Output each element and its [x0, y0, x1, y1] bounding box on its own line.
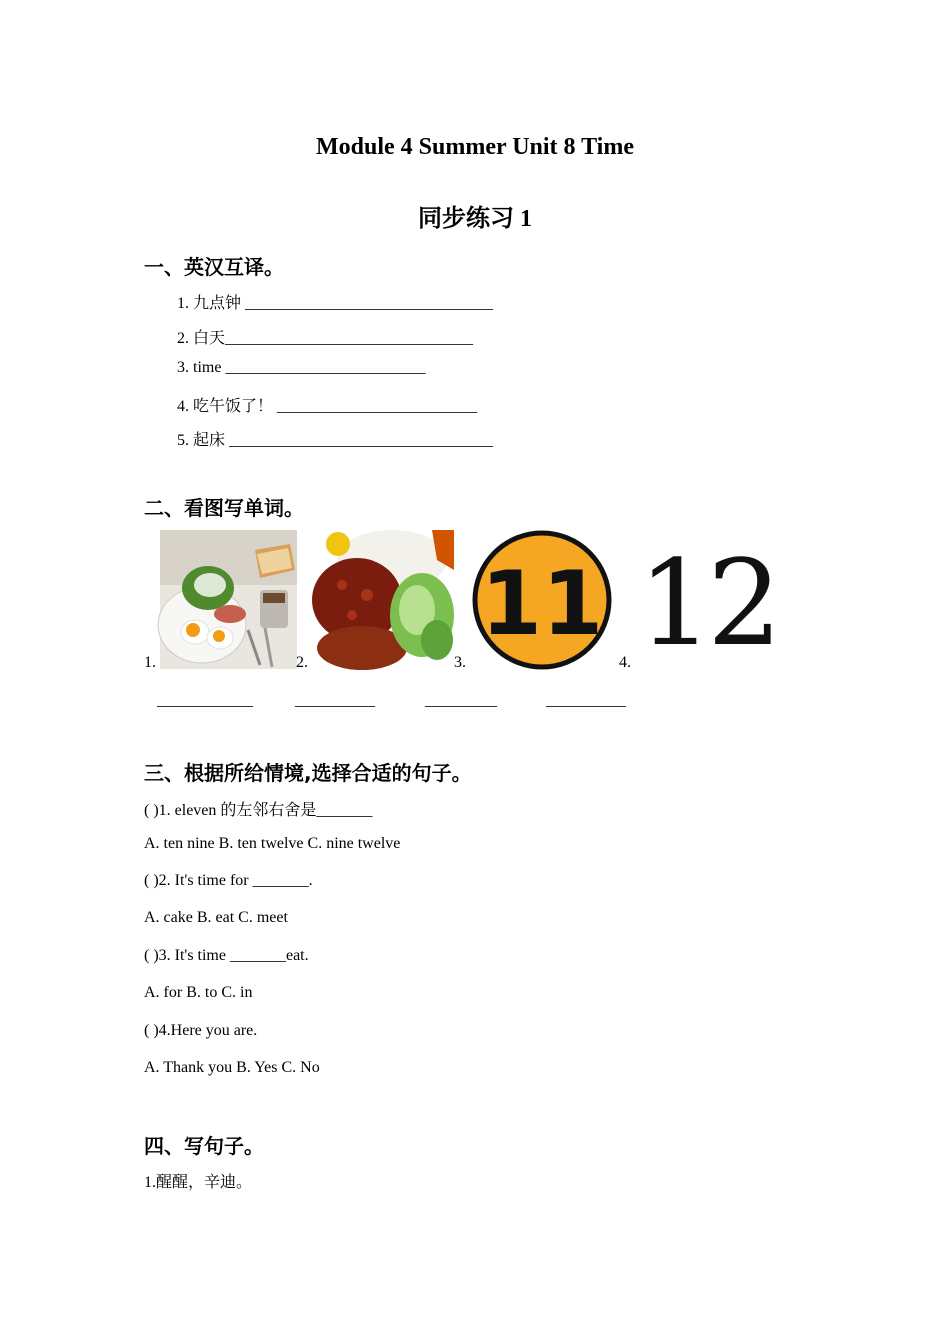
- question-4-options: A. Thank you B. Yes C. No: [144, 1059, 320, 1076]
- answer-blank-1[interactable]: ____________: [157, 692, 253, 709]
- section-4-heading: 四、写句子。: [144, 1134, 264, 1158]
- translation-item-5: 5. 起床 _________________________________: [177, 432, 494, 449]
- clock-eleven-picture: [469, 530, 615, 669]
- lunch-picture: [312, 530, 454, 669]
- clock-number-12: 12: [638, 534, 777, 672]
- section-3-heading: 三、根据所给情境,选择合适的句子。: [144, 761, 472, 785]
- page-title: Module 4 Summer Unit 8 Time: [315, 134, 634, 160]
- number-twelve-picture: [638, 534, 777, 672]
- translation-item-4: 4. 吃午饭了！ _________________________: [177, 398, 478, 415]
- answer-blank-2[interactable]: __________: [295, 692, 375, 709]
- clock-number-11: 11: [480, 552, 604, 655]
- translation-item-3: 3. time _________________________: [177, 359, 426, 376]
- question-1: ( )1. eleven 的左邻右舍是_______: [144, 802, 373, 819]
- translation-item-2: 2. 白天_______________________________: [177, 330, 474, 347]
- picture-number-1: 1.: [144, 654, 156, 671]
- answer-blank-4[interactable]: __________: [546, 692, 626, 709]
- translation-item-1: 1. 九点钟 _______________________________: [177, 295, 494, 312]
- section-2-heading: 二、看图写单词。: [144, 496, 304, 520]
- picture-number-3: 3.: [454, 654, 466, 671]
- question-2-options: A. cake B. eat C. meet: [144, 909, 288, 926]
- question-4: ( )4.Here you are.: [144, 1022, 258, 1039]
- question-3-options: A. for B. to C. in: [144, 984, 253, 1001]
- sentence-item-1: 1.醒醒，辛迪。: [144, 1174, 253, 1191]
- breakfast-picture: [160, 530, 297, 669]
- question-2: ( )2. It's time for _______.: [144, 872, 313, 889]
- picture-number-2: 2.: [296, 654, 308, 671]
- answer-blank-3[interactable]: _________: [425, 692, 497, 709]
- section-1-heading: 一、英汉互译。: [144, 255, 284, 279]
- question-1-options: A. ten nine B. ten twelve C. nine twelve: [144, 835, 401, 852]
- page-subtitle: 同步练习 1: [418, 206, 532, 232]
- picture-number-4: 4.: [619, 654, 631, 671]
- question-3: ( )3. It's time _______eat.: [144, 947, 309, 964]
